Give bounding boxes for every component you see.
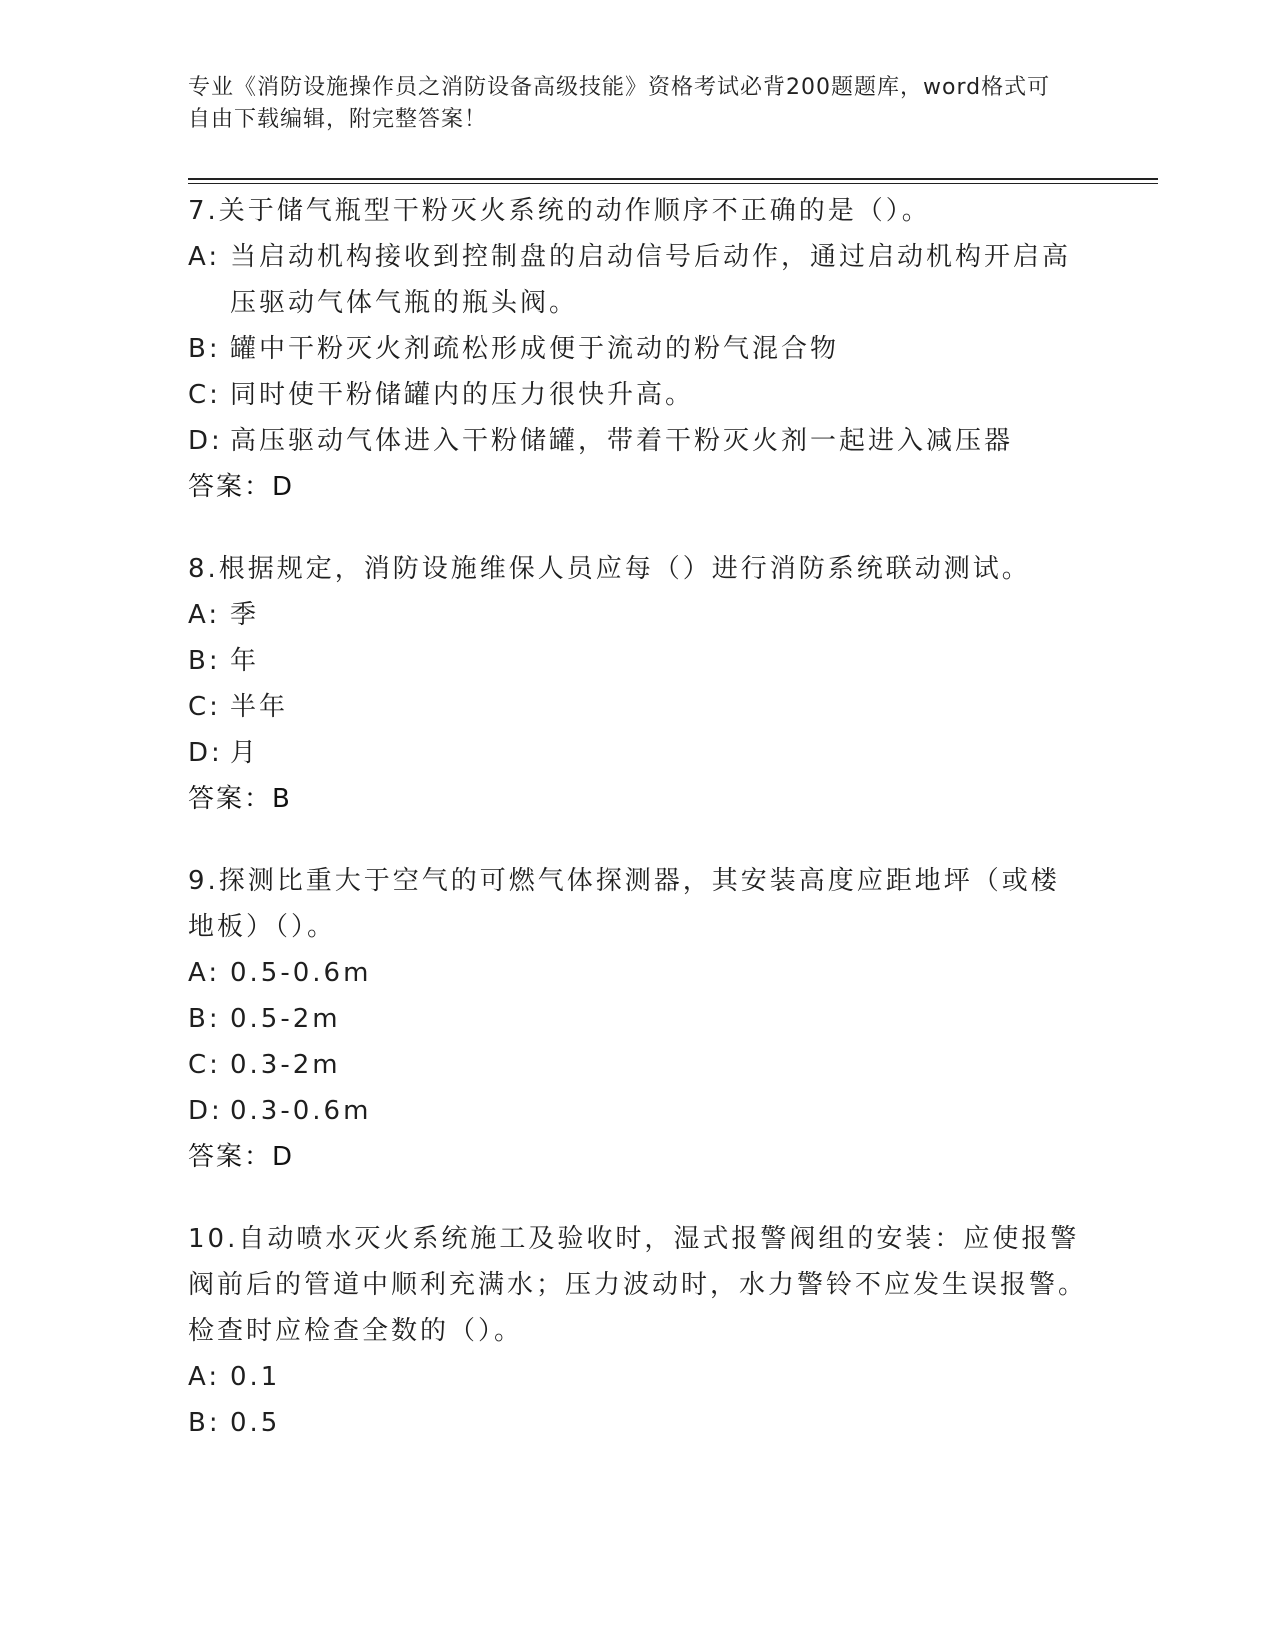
option-a: [188, 1354, 1088, 1400]
answer-line: 答案：B: [188, 784, 292, 814]
option-text: 季: [230, 600, 260, 630]
option-letter: B:: [188, 334, 221, 364]
option-text: 0.1: [230, 1362, 281, 1392]
document-intro: 专业《消防设施操作员之消防设备高级技能》资格考试必背200题题库，word格式可自由下载编辑，附完整答案！: [188, 75, 1051, 132]
option-letter: A:: [188, 242, 221, 272]
option-text: 同时使干粉储罐内的压力很快升高。: [230, 380, 695, 410]
question-stem: 7.关于储气瓶型干粉灭火系统的动作顺序不正确的是（）。: [188, 196, 931, 226]
answer-line: 答案：D: [188, 472, 295, 502]
question-9: [188, 858, 1088, 1180]
option-b: [188, 326, 1088, 372]
option-d: [188, 730, 1088, 776]
option-d: [188, 418, 1088, 464]
question-list: [188, 188, 1088, 1482]
option-text: 罐中干粉灭火剂疏松形成便于流动的粉气混合物: [230, 334, 840, 364]
option-text: 0.5-0.6m: [230, 958, 372, 988]
option-c: [188, 1042, 1088, 1088]
option-c: [188, 372, 1088, 418]
option-text: 年: [230, 646, 260, 676]
question-8: [188, 546, 1088, 822]
option-a: [188, 592, 1088, 638]
option-text: 0.3-0.6m: [230, 1096, 372, 1126]
option-b: [188, 638, 1088, 684]
option-text: 半年: [230, 692, 289, 722]
option-letter: C:: [188, 380, 221, 410]
header-divider-thick: [188, 178, 1158, 180]
option-letter: D:: [188, 426, 223, 456]
option-text: 0.3-2m: [230, 1050, 341, 1080]
question-7: [188, 188, 1088, 510]
option-letter: B:: [188, 646, 221, 676]
option-letter: A:: [188, 958, 221, 988]
option-text: 高压驱动气体进入干粉储罐，带着干粉灭火剂一起进入减压器: [230, 426, 1014, 456]
option-letter: D:: [188, 738, 223, 768]
header-divider-thin: [188, 183, 1158, 184]
option-c: [188, 684, 1088, 730]
option-d: [188, 1088, 1088, 1134]
option-letter: A:: [188, 600, 221, 630]
option-text: 0.5: [230, 1408, 281, 1438]
option-b: [188, 1400, 1088, 1446]
option-a: [188, 950, 1088, 996]
option-letter: C:: [188, 692, 221, 722]
option-letter: B:: [188, 1408, 221, 1438]
option-text: 当启动机构接收到控制盘的启动信号后动作，通过启动机构开启高压驱动气体气瓶的瓶头阀。: [230, 242, 1072, 318]
question-stem: 8.根据规定，消防设施维保人员应每（）进行消防系统联动测试。: [188, 554, 1031, 584]
option-letter: D:: [188, 1096, 223, 1126]
answer-line: 答案：D: [188, 1142, 295, 1172]
option-text: 0.5-2m: [230, 1004, 341, 1034]
option-letter: B:: [188, 1004, 221, 1034]
question-10: [188, 1216, 1088, 1446]
question-stem: 9.探测比重大于空气的可燃气体探测器，其安装高度应距地坪（或楼地板）（）。: [188, 866, 1060, 942]
option-a: [188, 234, 1088, 326]
option-letter: C:: [188, 1050, 221, 1080]
option-letter: A:: [188, 1362, 221, 1392]
option-text: 月: [230, 738, 260, 768]
question-stem: 10.自动喷水灭火系统施工及验收时，湿式报警阀组的安装：应使报警阀前后的管道中顺利充满水；压力波动时，水力警铃不应发生误报警。检查时应检查全数的（）。: [188, 1224, 1088, 1346]
option-b: [188, 996, 1088, 1042]
